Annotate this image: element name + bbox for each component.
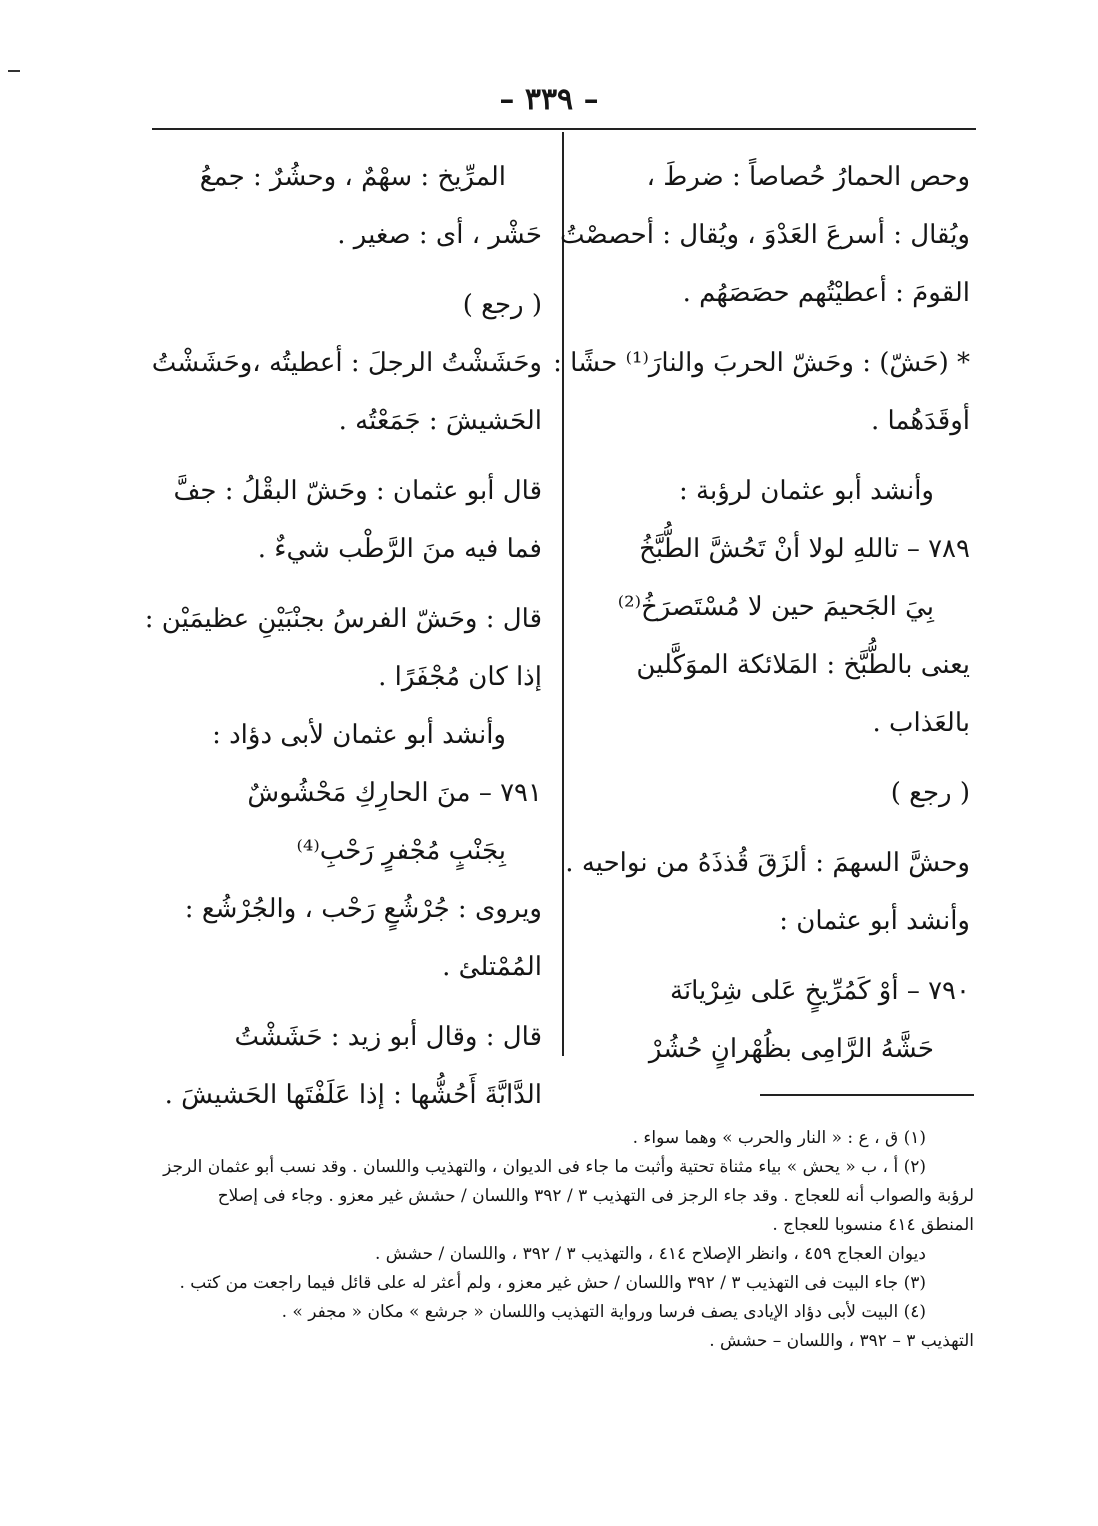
verse-790-line-2: حَشَّهُ الرَّامِى بظُهْرانٍ حُشُرْ <box>648 1034 934 1064</box>
right-line-6: وأنشد أبو عثمان لرؤبة : <box>679 476 934 506</box>
right-line-3: القومَ : أعطيْتُهم حصَصَهُم . <box>682 278 970 308</box>
footnote-4-line-2: التهذيب ٣ – ٣٩٢ ، واللسان – حشش . <box>709 1331 974 1351</box>
footnote-rule <box>760 1094 974 1096</box>
left-line-1: المرِّيخ : سهْمٌ ، وحشُرٌ : جمعُ <box>199 162 506 192</box>
left-line-6: قال أبو عثمان : وحَشّ البقْلُ : جفَّ <box>173 476 542 506</box>
left-line-7: فما فيه منَ الرَّطْب شيءٌ . <box>257 534 542 564</box>
footnote-4-line-1: (٤) البيت لأبى دؤاد الإيادى يصف فرسا ورواية التهذيب واللسان « جرشع » مكان « مجفر » . <box>281 1302 926 1322</box>
right-line-2: ويُقال : أسرعَ العَدْوَ ، ويُقال : أحصصْتُ <box>560 220 970 250</box>
footnote-2-line-1: (٢) أ ، ب « يحش » بياء مثناة تحتية وأثبت ما جاء فى الديوان ، والتهذيب واللسان . وقد نسب أبو عثمان الرجز <box>163 1157 926 1177</box>
right-line-9: يعنى بالطُّبَّخ : المَلائكة الموَكَّلين <box>636 650 970 680</box>
left-line-2: حَشْر ، أى : صغير . <box>337 220 542 250</box>
verse-789-line-1: ٧٨٩ – تاللهِ لولا أنْ تَحُشَّ الطُّبَّخُ <box>639 534 970 564</box>
footnotes <box>150 1124 974 1356</box>
left-line-14: المُمْتلئ . <box>442 952 542 982</box>
left-column <box>144 148 542 1124</box>
footnote-3: (٣) جاء البيت فى التهذيب ٣ / ٣٩٢ واللسان / حش غير معزو ، ولم أعثر له على قائل فيما راجعت من كتب . <box>179 1273 926 1293</box>
verse-791-line-2: بِجَنْبٍ مُجْفرٍ رَحْبِ⁽⁴⁾ <box>296 836 506 866</box>
page-number: – ٣٣٩ – <box>499 82 599 117</box>
footnote-2-line-2: لرؤبة والصواب أنه للعجاج . وقد جاء الرجز فى التهذيب ٣ / ٣٩٢ واللسان / حشش غير معزو . وجاء فى إصلاح <box>217 1186 974 1206</box>
right-column <box>553 148 970 1078</box>
right-line-12: وحشَّ السهمَ : ألزَقَ قُذذَهُ من نواحيه . <box>565 848 970 878</box>
entry-heading-hashsh: * (حَشّ) : وحَشّ الحربَ والنارَ⁽¹⁾ حشًا : <box>553 348 970 378</box>
left-line-8: قال : وحَشّ الفرسُ بجنْبَيْنِ عظيمَيْن : <box>144 604 542 634</box>
left-line-4: وحَشَشْتُ الرجلَ : أعطيتُه ،وحَشَشْتُ <box>151 348 542 378</box>
right-line-5: أوقَدَهُما . <box>870 406 970 436</box>
header-rule <box>152 128 976 130</box>
section-marker-raja-left: ( رجع ) <box>462 290 542 320</box>
section-marker-raja-right: ( رجع ) <box>890 778 970 808</box>
footnote-2-line-4: ديوان العجاج ٤٥٩ ، وانظر الإصلاح ٤١٤ ، والتهذيب ٣ / ٣٩٢ ، واللسان / حشش . <box>375 1244 926 1264</box>
left-line-9: إذا كان مُجْفَرًا . <box>378 662 542 692</box>
right-line-1: وحص الحمارُ حُصاصاً : ضرطَ ، <box>646 162 970 192</box>
footnote-2-line-3: المنطق ٤١٤ منسوبا للعجاج . <box>772 1215 974 1235</box>
left-line-15: قال : وقال أبو زيد : حَشَشْتُ <box>234 1022 542 1052</box>
verse-791-line-1: ٧٩١ – منَ الحارِكِ مَحْشُوشٌ <box>247 778 542 808</box>
right-line-13: وأنشد أبو عثمان : <box>779 906 970 936</box>
left-line-13: ويروى : جُرْشُعٍ رَحْب ، والجُرْشُع : <box>184 894 542 924</box>
column-divider <box>562 132 564 1056</box>
verse-790-line-1: ٧٩٠ – أوْ كَمُرِّيخٍ عَلى شِرْيانَة <box>669 976 970 1006</box>
verse-789-line-2: بِيَ الجَحيمَ حين لا مُسْتَصرَخُ⁽²⁾ <box>617 592 934 622</box>
scan-edge-mark <box>8 70 20 72</box>
left-line-16: الدَّابَّةَ أَحُشُّها : إذا عَلَفْتَها الحَشيشَ . <box>164 1080 542 1110</box>
left-line-5: الحَشيشَ : جَمَعْتُه . <box>338 406 542 436</box>
footnote-1: (١) ق ، ع : « النار والحرب » وهما سواء . <box>632 1128 926 1148</box>
left-line-10: وأنشد أبو عثمان لأبى دؤاد : <box>212 720 506 750</box>
right-line-10: بالعَذاب . <box>872 708 970 738</box>
